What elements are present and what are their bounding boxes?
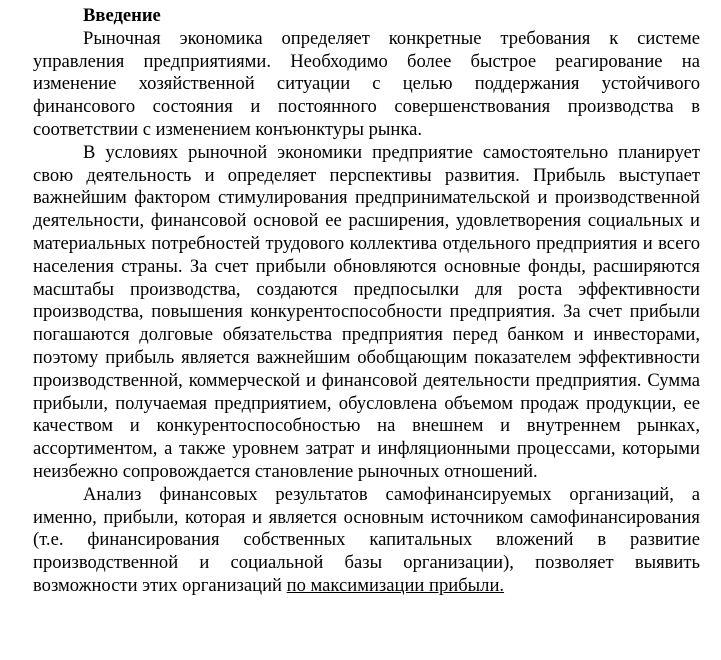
paragraph-1: Рыночная экономика определяет конкретные требования к системе управления предприятиями. Необходимо более быстрое реагирование на изменение хозяйственной ситуации с целью поддержания устойчивого финансового состояния и постоянного совершенствования производства в соответствии с изменением конъюнктуры рынка. xyxy=(33,27,700,140)
paragraph-2: В условиях рыночной экономики предприятие самостоятельно планирует свою деятельность и определяет перспективы развития. Прибыль выступает важнейшим фактором стимулирования предпринимательской и производственной деятельности, финансовой основой ее расширения, удовлетворения социальных и материальных потребностей трудового коллектива отдельного предприятия и всего населения страны. За счет прибыли обновляются основные фонды, расширяются масштабы производства, создаются предпосылки для роста эффективности производства, повышения конкурентоспособности предприятия. За счет прибыли погашаются долговые обязательства предприятия перед банком и инвесторами, поэтому прибыль является важнейшим обобщающим показателем эффективности производственной, коммерческой и финансовой деятельности предприятия. Сумма прибыли, получаемая предприятием, обусловлена объемом продаж продукции, ее качеством и конкурентоспособностью на внешнем и внутреннем рынках, ассортиментом, а также уровнем затрат и инфляционными процессами, которыми неизбежно сопровождается становление рыночных отношений. xyxy=(33,141,700,482)
paragraph-3-underlined: по максимизации прибыли. xyxy=(286,574,505,596)
section-heading: Введение xyxy=(83,5,161,26)
paragraph-3 xyxy=(33,484,700,598)
paragraph-3-text: Анализ финансовых результатов самофинансируемых организаций, а именно, прибыли, которая и является основным источником самофинансирования (т.е. финансирования собственных капитальных вложений в развитие производственной и социальной базы организации), позволяет выявить возможности этих организаций xyxy=(33,483,700,596)
document-page xyxy=(33,5,700,598)
